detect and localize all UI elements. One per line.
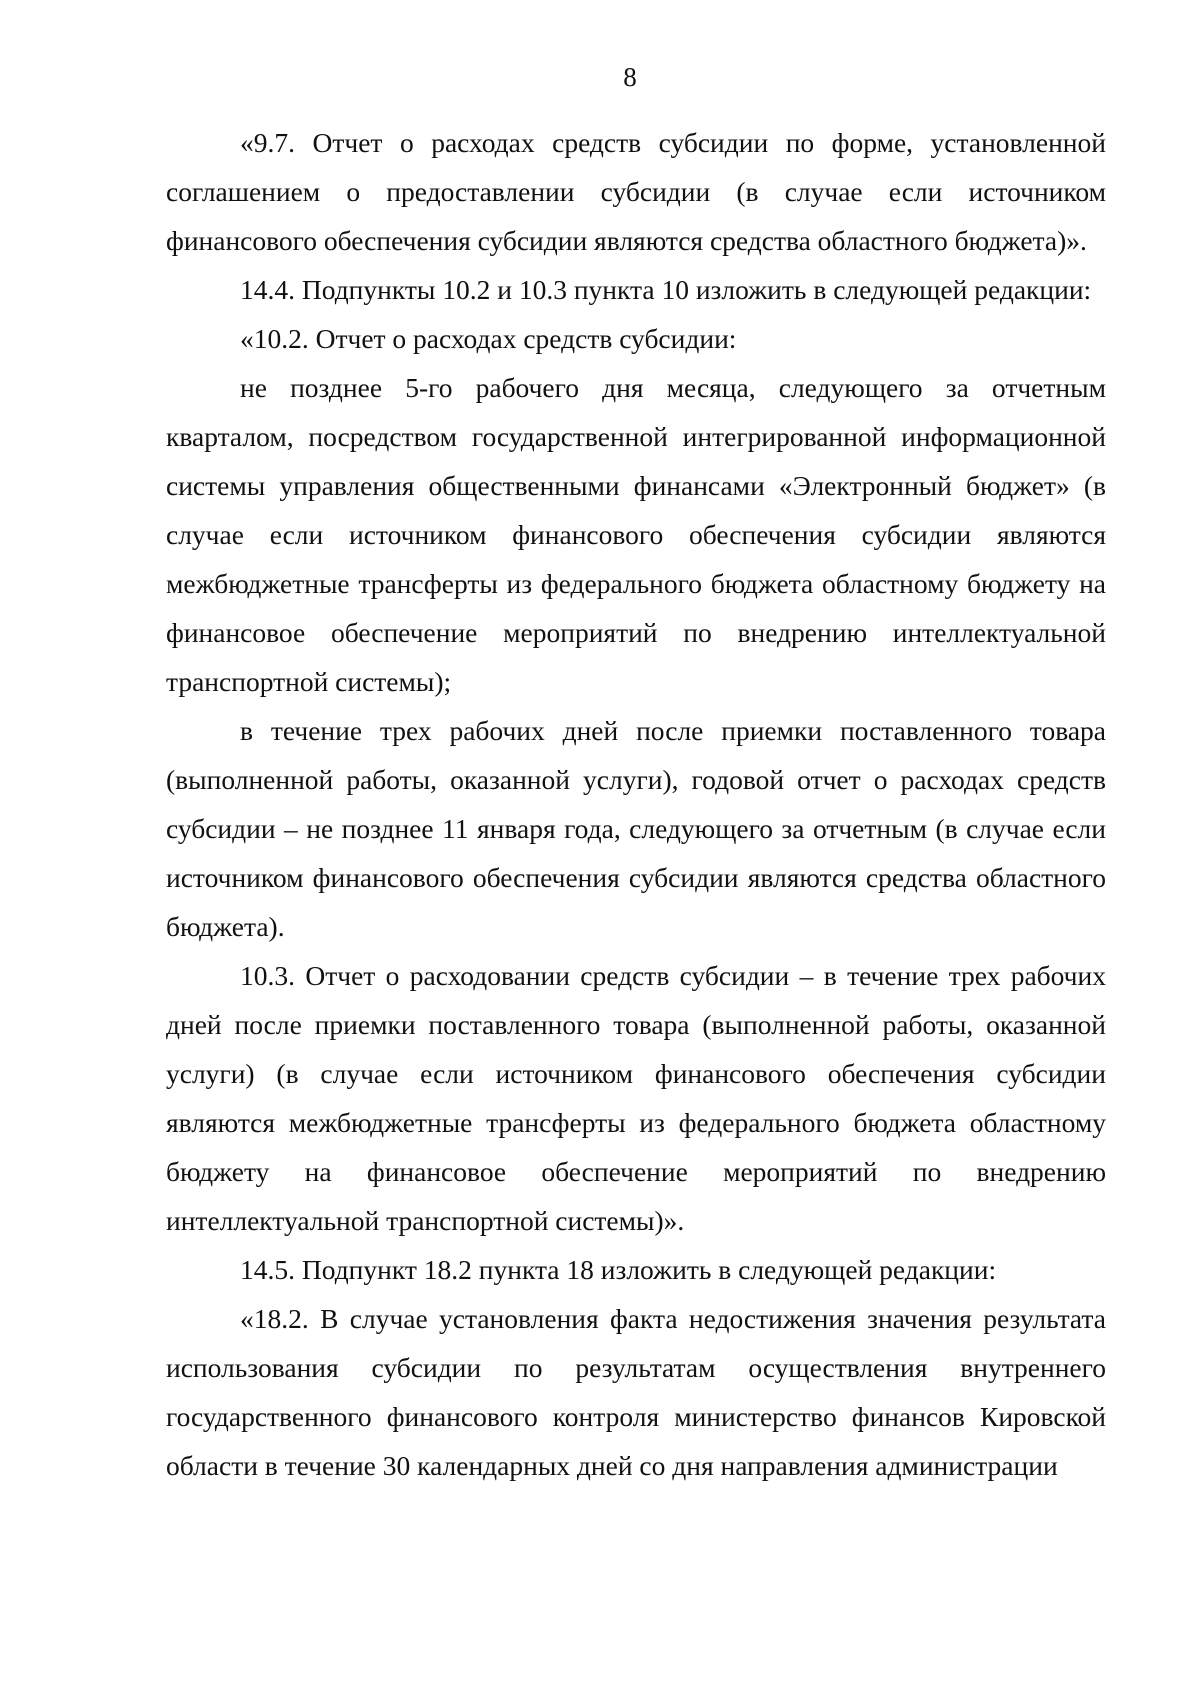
paragraph-10-2-annual: в течение трех рабочих дней после приемки поставленного товара (выполненной работы, оказанной услуги), годовой отчет о расходах средств субсидии – не позднее 11 января года, следующего за отчетным (в случае если источником финансового обеспечения субсидии являются средства областного бюджета). — [166, 715, 1106, 942]
page-number: 8 — [623, 62, 637, 92]
paragraph-10-2-heading: «10.2. Отчет о расходах средств субсидии: — [240, 323, 737, 354]
paragraph-10-2-quarterly: не позднее 5-го рабочего дня месяца, следующего за отчетным кварталом, посредством государственной интегрированной информационной системы управления общественными финансами «Электронный бюджет» (в случае если источником финансового обеспечения субсидии являются межбюджетные трансферты из федерального бюджета областному бюджету на финансовое обеспечение мероприятий по внедрению интеллектуальной транспортной системы); — [166, 372, 1106, 697]
paragraph-9-7: «9.7. Отчет о расходах средств субсидии по форме, установленной соглашением о предоставлении субсидии (в случае если источником финансового обеспечения субсидии являются средства областного бюджета)». — [166, 127, 1106, 256]
paragraph-14-4: 14.4. Подпункты 10.2 и 10.3 пункта 10 изложить в следующей редакции: — [240, 274, 1092, 305]
paragraph-18-2: «18.2. В случае установления факта недостижения значения результата использования субсидии по результатам осуществления внутреннего государственного финансового контроля министерство финансов Кировской области в течение 30 календарных дней со дня направления администрации — [166, 1303, 1106, 1481]
paragraph-10-3: 10.3. Отчет о расходовании средств субсидии – в течение трех рабочих дней после приемки поставленного товара (выполненной работы, оказанной услуги) (в случае если источником финансового обеспечения субсидии являются межбюджетные трансферты из федерального бюджета областному бюджету на финансовое обеспечение мероприятий по внедрению интеллектуальной транспортной системы)». — [166, 960, 1106, 1236]
document-body — [166, 118, 1106, 1490]
paragraph-14-5: 14.5. Подпункт 18.2 пункта 18 изложить в следующей редакции: — [240, 1254, 997, 1285]
